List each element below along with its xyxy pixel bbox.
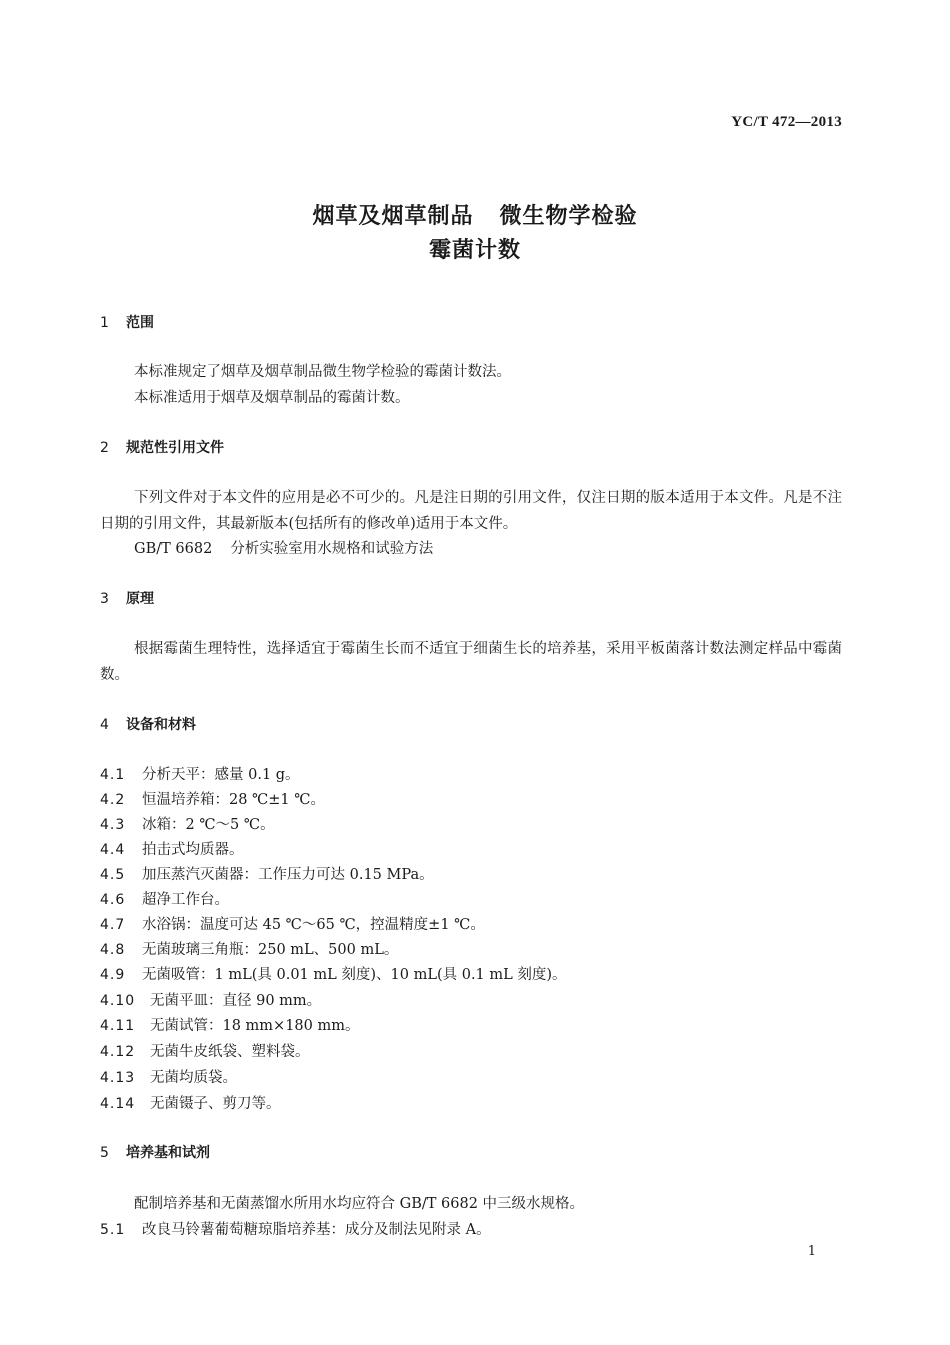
equipment-item xyxy=(100,1066,237,1087)
item-text: 冰箱：2 ℃～5 ℃。 xyxy=(142,817,275,833)
item-number: 4.5 xyxy=(100,867,126,883)
section-number: 4 xyxy=(100,717,109,733)
item-number: 4.1 xyxy=(100,767,126,783)
section-number: 1 xyxy=(100,315,109,331)
item-text: 无菌牛皮纸袋、塑料袋。 xyxy=(150,1044,310,1060)
item-number: 4.3 xyxy=(100,817,126,833)
item-text: 无菌试管：18 mm×180 mm。 xyxy=(150,1018,360,1034)
section-number: 5 xyxy=(100,1145,109,1161)
item-number: 4.11 xyxy=(100,1018,136,1034)
item-text: 水浴锅：温度可达 45 ℃～65 ℃，控温精度±1 ℃。 xyxy=(142,917,485,933)
item-number: 5.1 xyxy=(100,1222,126,1238)
item-text: 恒温培养箱：28 ℃±1 ℃。 xyxy=(142,792,325,808)
document-title-line2: 霉菌计数 xyxy=(428,238,521,263)
equipment-item xyxy=(100,989,321,1010)
title-part1: 烟草及烟草制品 xyxy=(312,204,474,229)
section-4-heading xyxy=(100,714,196,734)
normative-reference xyxy=(134,537,433,558)
reference-code: GB/T 6682 xyxy=(134,541,213,557)
item-number: 4.13 xyxy=(100,1070,136,1086)
section-3-heading xyxy=(100,588,154,608)
equipment-item xyxy=(100,1040,310,1061)
item-number: 4.7 xyxy=(100,917,126,933)
item-number: 4.4 xyxy=(100,842,126,858)
item-number: 4.10 xyxy=(100,993,136,1009)
equipment-item xyxy=(100,863,434,884)
item-number: 4.12 xyxy=(100,1044,136,1060)
page-number: 1 xyxy=(807,1244,816,1259)
item-text: 改良马铃薯葡萄糖琼脂培养基：成分及制法见附录 A。 xyxy=(142,1222,491,1238)
item-text: 无菌镊子、剪刀等。 xyxy=(150,1096,281,1112)
equipment-item xyxy=(100,838,244,859)
item-number: 4.2 xyxy=(100,792,126,808)
item-text: 分析天平：感量 0.1 g。 xyxy=(142,767,300,783)
item-text: 无菌吸管：1 mL(具 0.01 mL 刻度)、10 mL(具 0.1 mL 刻度)。 xyxy=(142,967,567,983)
section-1-paragraph-2: 本标准适用于烟草及烟草制品的霉菌计数。 xyxy=(134,390,410,406)
section-number: 3 xyxy=(100,591,109,607)
equipment-item xyxy=(100,938,398,959)
section-title: 原理 xyxy=(126,591,154,607)
item-text: 无菌平皿：直径 90 mm。 xyxy=(150,993,322,1009)
section-1-heading xyxy=(100,312,154,332)
section-1-paragraph-1: 本标准规定了烟草及烟草制品微生物学检验的霉菌计数法。 xyxy=(134,364,511,380)
equipment-item xyxy=(100,913,485,934)
section-title: 规范性引用文件 xyxy=(126,440,224,456)
reference-title: 分析实验室用水规格和试验方法 xyxy=(230,541,434,557)
item-text: 无菌均质袋。 xyxy=(150,1070,237,1086)
section-2-heading xyxy=(100,437,224,457)
equipment-item xyxy=(100,1092,281,1113)
section-number: 2 xyxy=(100,440,109,456)
item-text: 无菌玻璃三角瓶：250 mL、500 mL。 xyxy=(142,942,399,958)
equipment-item xyxy=(100,888,229,909)
section-2-paragraph-1: 下列文件对于本文件的应用是必不可少的。凡是注日期的引用文件，仅注日期的版本适用于本文件。凡是不注日期的引用文件，其最新版本(包括所有的修改单)适用于本文件。 xyxy=(100,490,842,532)
item-text: 加压蒸汽灭菌器：工作压力可达 0.15 MPa。 xyxy=(142,867,434,883)
title-part2: 微生物学检验 xyxy=(499,204,638,229)
equipment-item xyxy=(100,763,300,784)
section-title: 设备和材料 xyxy=(126,717,196,733)
item-number: 4.9 xyxy=(100,967,126,983)
item-number: 4.6 xyxy=(100,892,126,908)
equipment-item xyxy=(100,813,275,834)
section-title: 培养基和试剂 xyxy=(126,1145,210,1161)
equipment-item xyxy=(100,788,325,809)
section-5-paragraph-1: 配制培养基和无菌蒸馏水所用水均应符合 GB/T 6682 中三级水规格。 xyxy=(134,1196,585,1212)
section-title: 范围 xyxy=(126,315,154,331)
reagent-item xyxy=(100,1218,491,1239)
item-text: 超净工作台。 xyxy=(142,892,229,908)
document-title-line1 xyxy=(0,199,950,230)
standard-code: YC/T 472—2013 xyxy=(731,114,842,130)
item-number: 4.8 xyxy=(100,942,126,958)
item-text: 拍击式均质器。 xyxy=(142,842,244,858)
section-3-paragraph-1: 根据霉菌生理特性，选择适宜于霉菌生长而不适宜于细菌生长的培养基，采用平板菌落计数法测定样品中霉菌数。 xyxy=(100,641,842,683)
equipment-item xyxy=(100,1014,360,1035)
section-5-heading xyxy=(100,1142,210,1162)
equipment-item xyxy=(100,963,567,984)
item-number: 4.14 xyxy=(100,1096,136,1112)
